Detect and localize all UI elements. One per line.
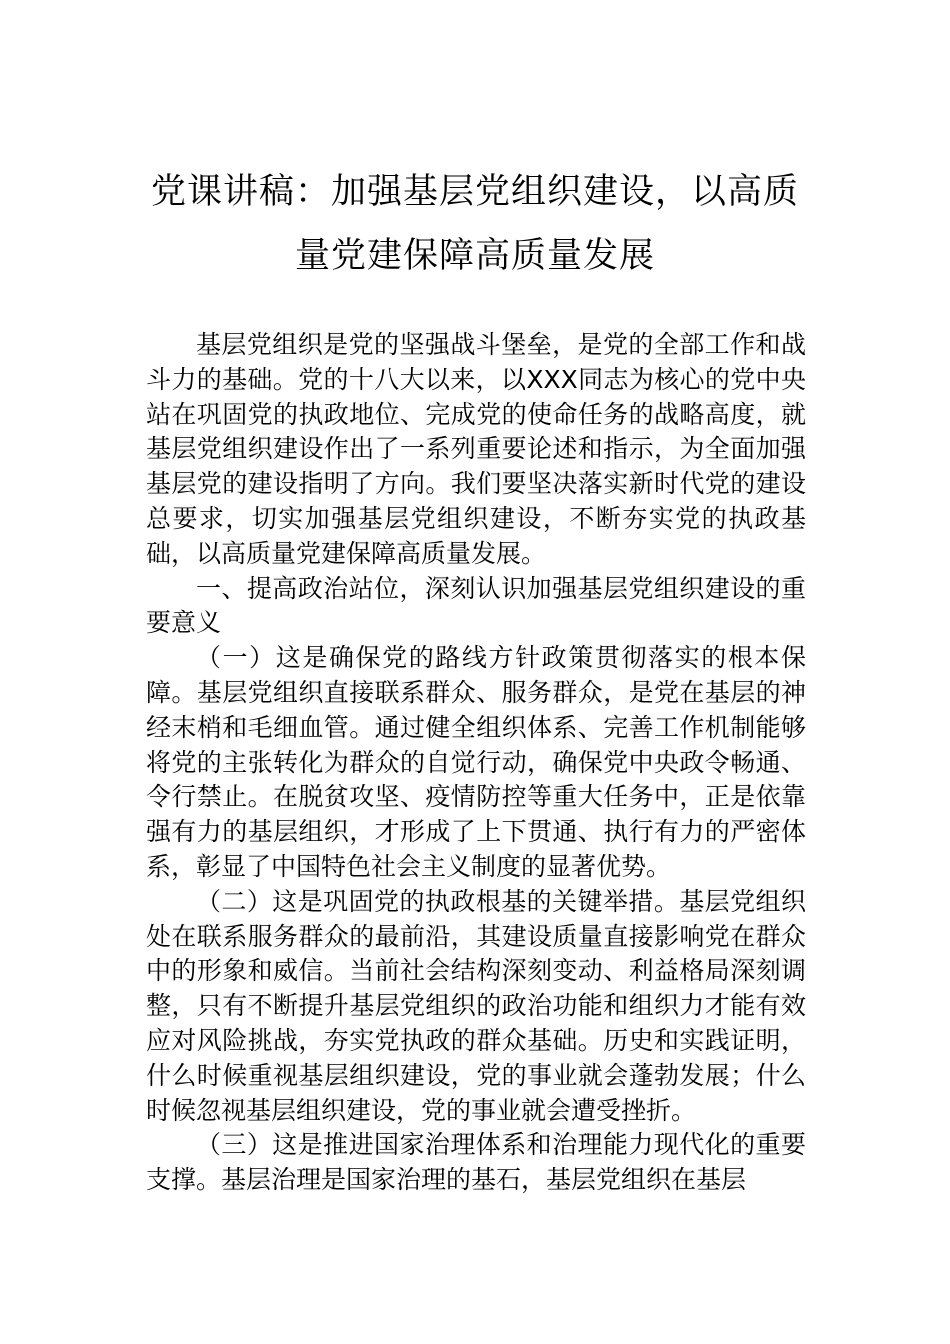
section-heading-1: 一、提高政治站位，深刻认识加强基层党组织建设的重要意义 <box>146 573 806 638</box>
paragraph-intro: 基层党组织是党的坚强战斗堡垒，是党的全部工作和战斗力的基础。党的十八大以来，以XXX同志为核心的党中央站在巩固党的执政地位、完成党的使命任务的战略高度，就基层党组织建设作出了一系列重要论述和指示，为全面加强基层党的建设指明了方向。我们要坚决落实新时代党的建设总要求，切实加强基层党组织建设，不断夯实党的执政基础，以高质量党建保障高质量发展。 <box>146 330 806 568</box>
paragraph-point-2: （二）这是巩固党的执政根基的关键举措。基层党组织处在联系服务群众的最前沿，其建设质量直接影响党在群众中的形象和威信。当前社会结构深刻变动、利益格局深刻调整，只有不断提升基层党组织的政治功能和组织力才能有效应对风险挑战，夯实党执政的群众基础。历史和实践证明，什么时候重视基层组织建设，党的事业就会蓬勃发展；什么时候忽视基层组织建设，党的事业就会遭受挫折。 <box>146 886 806 1125</box>
document-title: 党课讲稿：加强基层党组织建设，以高质量党建保障高质量发展 <box>150 172 799 276</box>
paragraph-point-1: （一）这是确保党的路线方针政策贯彻落实的根本保障。基层党组织直接联系群众、服务群众，是党在基层的神经末梢和毛细血管。通过健全组织体系、完善工作机制能够将党的主张转化为群众的自觉行动，确保党中央政令畅通、令行禁止。在脱贫攻坚、疫情防控等重大任务中，正是依靠强有力的基层组织，才形成了上下贯通、执行有力的严密体系，彰显了中国特色社会主义制度的显著优势。 <box>146 643 806 881</box>
paragraph-point-3: （三）这是推进国家治理体系和治理能力现代化的重要支撑。基层治理是国家治理的基石，基层党组织在基层 <box>146 1130 806 1195</box>
document-body <box>146 328 806 1198</box>
